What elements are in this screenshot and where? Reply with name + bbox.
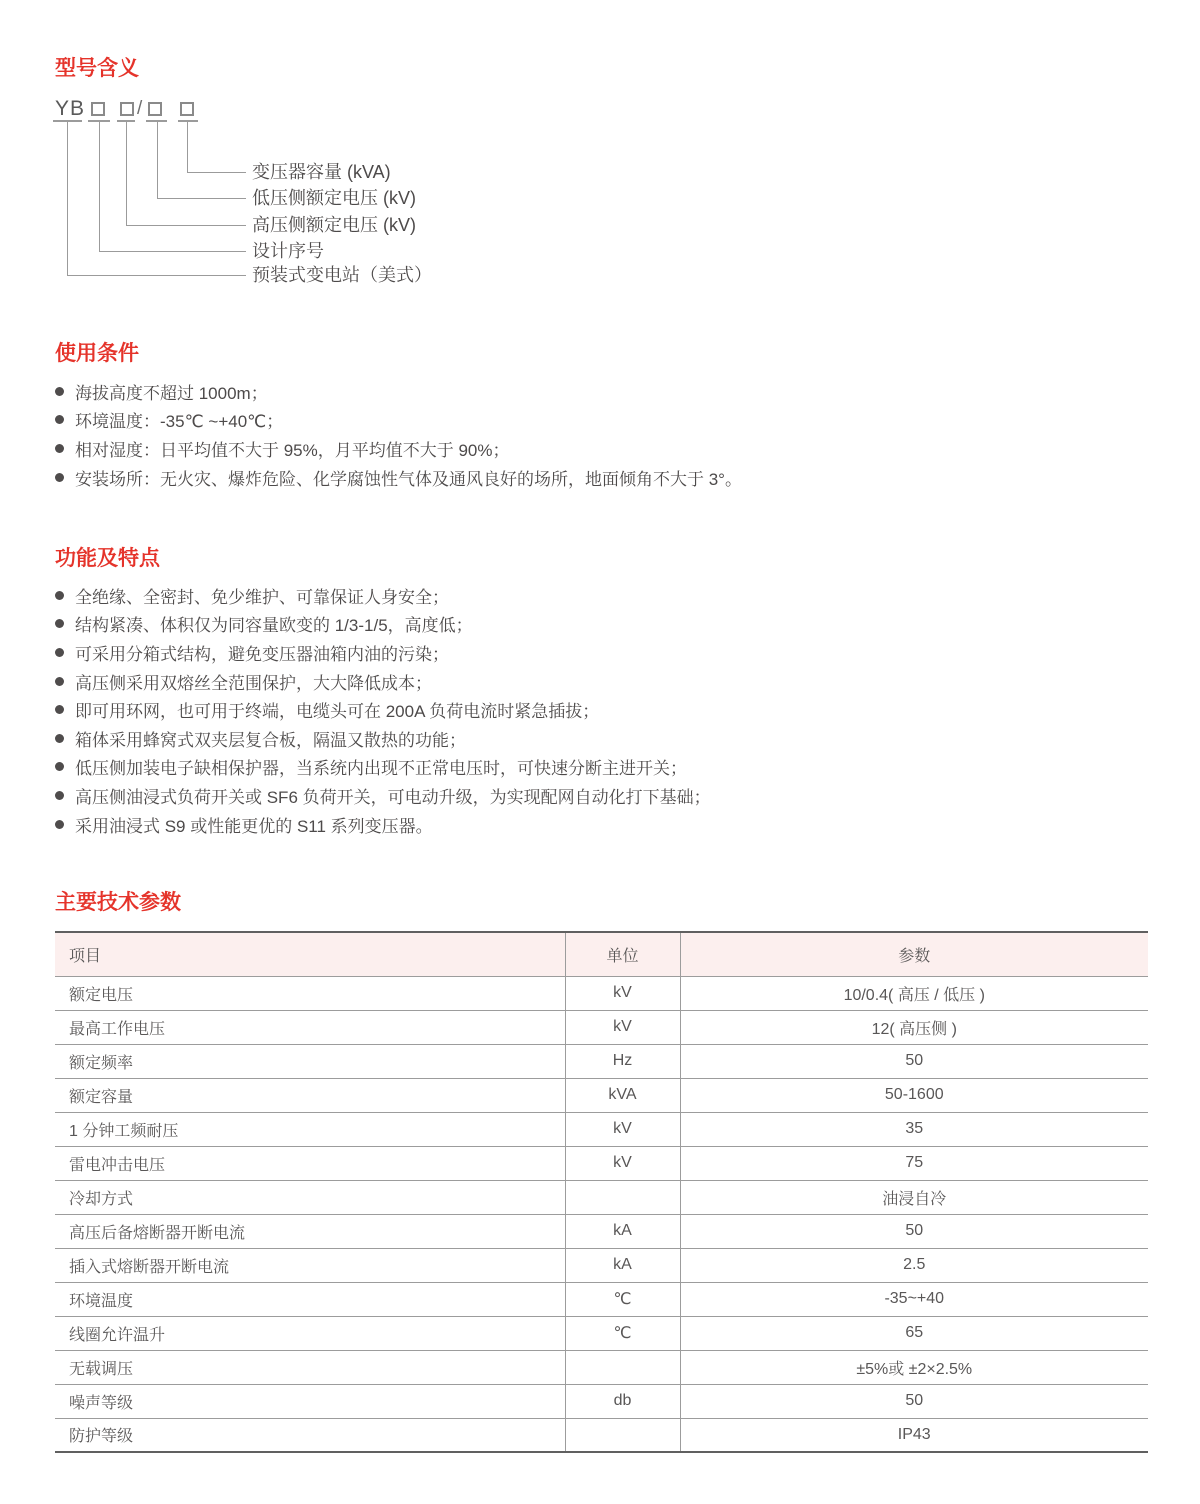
model-label-design-serial: 设计序号 xyxy=(252,241,324,261)
param-value: 50 xyxy=(680,1384,1148,1418)
model-code-box xyxy=(180,102,194,116)
param-name: 雷电冲击电压 xyxy=(55,1146,565,1180)
table-row xyxy=(55,1146,1148,1180)
param-value: 50 xyxy=(680,1044,1148,1078)
section-title-technical-parameters: 主要技术参数 xyxy=(55,891,181,914)
param-name: 防护等级 xyxy=(55,1418,565,1452)
feature-item: 结构紧凑、体积仅为同容量欧变的 1/3-1/5，高度低； xyxy=(55,610,711,639)
param-value: 75 xyxy=(680,1146,1148,1180)
underline-segment xyxy=(178,120,198,122)
column-header-item: 项目 xyxy=(55,932,565,976)
param-value: -35~+40 xyxy=(680,1282,1148,1316)
model-code-prefix: YB xyxy=(55,97,86,120)
param-unit: kA xyxy=(565,1248,680,1282)
section-title-model-meaning: 型号含义 xyxy=(55,57,139,80)
param-value: 65 xyxy=(680,1316,1148,1350)
param-value: 2.5 xyxy=(680,1248,1148,1282)
feature-item: 采用油浸式 S9 或性能更优的 S11 系列变压器。 xyxy=(55,810,711,839)
model-code-slash: / xyxy=(137,98,143,119)
param-value: ±5%或 ±2×2.5% xyxy=(680,1350,1148,1384)
model-label-hv-voltage: 高压侧额定电压 (kV) xyxy=(252,215,416,235)
model-code-box xyxy=(120,102,134,116)
param-value: IP43 xyxy=(680,1418,1148,1452)
feature-item: 高压侧采用双熔丝全范围保护，大大降低成本； xyxy=(55,667,711,696)
param-name: 1 分钟工频耐压 xyxy=(55,1112,565,1146)
connector-line xyxy=(187,172,246,173)
param-name: 最高工作电压 xyxy=(55,1010,565,1044)
feature-item: 箱体采用蜂窝式双夹层复合板，隔温又散热的功能； xyxy=(55,724,711,753)
table-row xyxy=(55,1316,1148,1350)
param-name: 额定频率 xyxy=(55,1044,565,1078)
param-value: 12( 高压侧 ) xyxy=(680,1010,1148,1044)
param-unit: ℃ xyxy=(565,1282,680,1316)
connector-line xyxy=(67,275,246,276)
technical-parameters-table xyxy=(55,931,1148,1453)
table-row xyxy=(55,1418,1148,1452)
param-value: 50 xyxy=(680,1214,1148,1248)
param-value: 10/0.4( 高压 / 低压 ) xyxy=(680,976,1148,1010)
param-value: 50-1600 xyxy=(680,1078,1148,1112)
param-unit: kV xyxy=(565,1112,680,1146)
usage-item: 环境温度：-35℃ ~+40℃； xyxy=(55,406,742,435)
section-title-features: 功能及特点 xyxy=(55,547,160,570)
param-name: 冷却方式 xyxy=(55,1180,565,1214)
table-header-row xyxy=(55,932,1148,976)
model-label-capacity: 变压器容量 (kVA) xyxy=(252,162,391,182)
param-name: 额定容量 xyxy=(55,1078,565,1112)
model-code-box xyxy=(91,102,105,116)
param-name: 高压后备熔断器开断电流 xyxy=(55,1214,565,1248)
table-row xyxy=(55,1384,1148,1418)
connector-line xyxy=(126,122,127,225)
param-name: 环境温度 xyxy=(55,1282,565,1316)
param-unit: ℃ xyxy=(565,1316,680,1350)
feature-item: 即可用环网，也可用于终端，电缆头可在 200A 负荷电流时紧急插拔； xyxy=(55,695,711,724)
connector-line xyxy=(67,122,68,275)
model-label-lv-voltage: 低压侧额定电压 (kV) xyxy=(252,188,416,208)
column-header-unit: 单位 xyxy=(565,932,680,976)
usage-item: 相对湿度：日平均值不大于 95%，月平均值不大于 90%； xyxy=(55,434,742,463)
table-row xyxy=(55,1180,1148,1214)
param-name: 插入式熔断器开断电流 xyxy=(55,1248,565,1282)
table-row xyxy=(55,1078,1148,1112)
model-label-substation-type: 预装式变电站（美式） xyxy=(252,265,432,285)
param-name: 额定电压 xyxy=(55,976,565,1010)
param-name: 线圈允许温升 xyxy=(55,1316,565,1350)
param-unit xyxy=(565,1350,680,1384)
table-row xyxy=(55,1112,1148,1146)
table-row xyxy=(55,1044,1148,1078)
features-list xyxy=(55,581,711,838)
param-unit: db xyxy=(565,1384,680,1418)
table-row xyxy=(55,1214,1148,1248)
param-unit: kVA xyxy=(565,1078,680,1112)
model-designation-diagram xyxy=(55,96,675,296)
param-unit: kA xyxy=(565,1214,680,1248)
connector-line xyxy=(99,251,246,252)
model-code-box xyxy=(148,102,162,116)
connector-line xyxy=(126,225,246,226)
connector-line xyxy=(157,122,158,198)
param-value: 35 xyxy=(680,1112,1148,1146)
param-unit xyxy=(565,1180,680,1214)
usage-item: 海拔高度不超过 1000m； xyxy=(55,377,742,406)
table-row xyxy=(55,1350,1148,1384)
usage-conditions-list xyxy=(55,377,742,491)
feature-item: 可采用分箱式结构，避免变压器油箱内油的污染； xyxy=(55,638,711,667)
param-name: 无载调压 xyxy=(55,1350,565,1384)
connector-line xyxy=(99,122,100,251)
param-unit: kV xyxy=(565,976,680,1010)
usage-item: 安装场所：无火灾、爆炸危险、化学腐蚀性气体及通风良好的场所，地面倾角不大于 3°。 xyxy=(55,463,742,492)
connector-line xyxy=(157,198,246,199)
section-title-usage-conditions: 使用条件 xyxy=(55,342,139,365)
feature-item: 高压侧油浸式负荷开关或 SF6 负荷开关，可电动升级，为实现配网自动化打下基础； xyxy=(55,781,711,810)
param-unit: kV xyxy=(565,1010,680,1044)
feature-item: 全绝缘、全密封、免少维护、可靠保证人身安全； xyxy=(55,581,711,610)
param-unit xyxy=(565,1418,680,1452)
table-row xyxy=(55,1010,1148,1044)
connector-line xyxy=(187,122,188,172)
param-name: 噪声等级 xyxy=(55,1384,565,1418)
column-header-parameter: 参数 xyxy=(680,932,1148,976)
param-unit: kV xyxy=(565,1146,680,1180)
table-row xyxy=(55,1248,1148,1282)
param-unit: Hz xyxy=(565,1044,680,1078)
table-row xyxy=(55,976,1148,1010)
table-row xyxy=(55,1282,1148,1316)
param-value: 油浸自冷 xyxy=(680,1180,1148,1214)
feature-item: 低压侧加装电子缺相保护器，当系统内出现不正常电压时，可快速分断主进开关； xyxy=(55,753,711,782)
